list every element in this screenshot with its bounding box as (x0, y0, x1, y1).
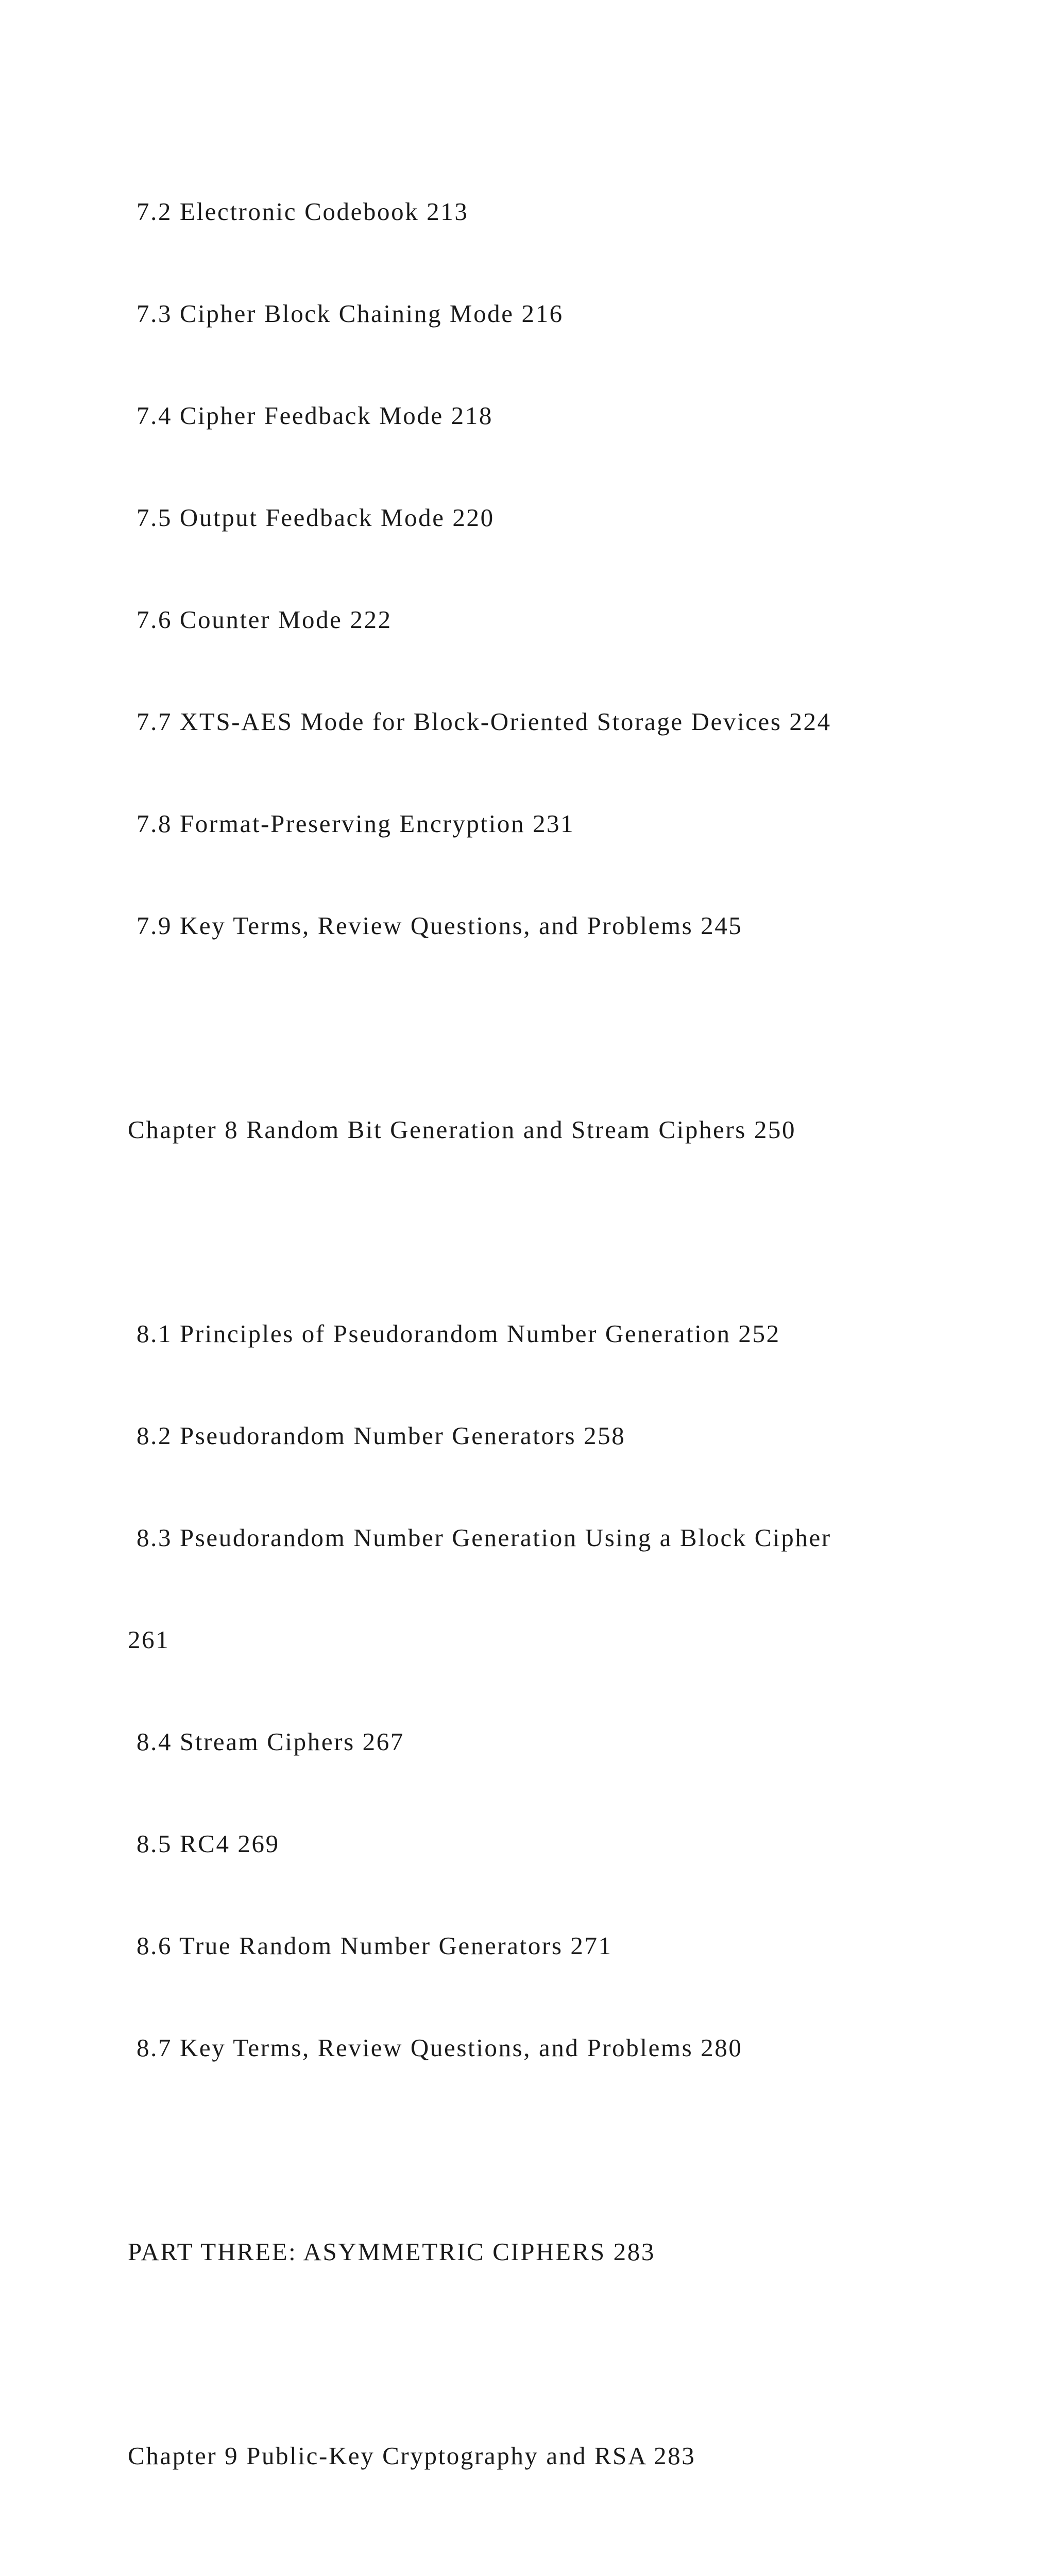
toc-entry-7-2: 7.2 Electronic Codebook 213 (137, 197, 469, 226)
blank-line (128, 2337, 931, 2371)
toc-entry-7-9: 7.9 Key Terms, Review Questions, and Problems 245 (137, 911, 743, 940)
toc-entry-7-3: 7.3 Cipher Block Chaining Mode 216 (137, 299, 564, 328)
toc-entry-8-5: 8.5 RC4 269 (137, 1829, 280, 1858)
blank-line (128, 1011, 931, 1045)
chapter-9-heading: Chapter 9 Public-Key Cryptography and RSA 283 (128, 2442, 696, 2470)
toc-entry-7-4: 7.4 Cipher Feedback Mode 218 (137, 401, 493, 430)
chapter-8-heading: Chapter 8 Random Bit Generation and Stream Ciphers 250 (128, 1115, 796, 1144)
toc-entry-8-2: 8.2 Pseudorandom Number Generators 258 (137, 1421, 626, 1450)
table-of-contents (128, 127, 931, 2576)
toc-entry-7-6: 7.6 Counter Mode 222 (137, 605, 392, 634)
part-three-heading: PART THREE: ASYMMETRIC CIPHERS 283 (128, 2238, 655, 2266)
blank-line (128, 2541, 931, 2575)
toc-entry-7-7: 7.7 XTS-AES Mode for Block-Oriented Storage Devices 224 (137, 707, 831, 736)
toc-entry-8-7: 8.7 Key Terms, Review Questions, and Problems 280 (137, 2033, 743, 2062)
toc-entry-8-3-page: 261 (128, 1625, 170, 1654)
toc-entry-8-6: 8.6 True Random Number Generators 271 (137, 1931, 612, 1960)
blank-line (128, 2133, 931, 2167)
toc-entry-8-3: 8.3 Pseudorandom Number Generation Using a Block Cipher (137, 1523, 831, 1552)
toc-entry-7-8: 7.8 Format-Preserving Encryption 231 (137, 809, 575, 838)
toc-entry-7-5: 7.5 Output Feedback Mode 220 (137, 503, 495, 532)
toc-entry-8-1: 8.1 Principles of Pseudorandom Number Generation 252 (137, 1319, 780, 1348)
blank-line (128, 1215, 931, 1249)
toc-entry-8-4: 8.4 Stream Ciphers 267 (137, 1727, 404, 1756)
